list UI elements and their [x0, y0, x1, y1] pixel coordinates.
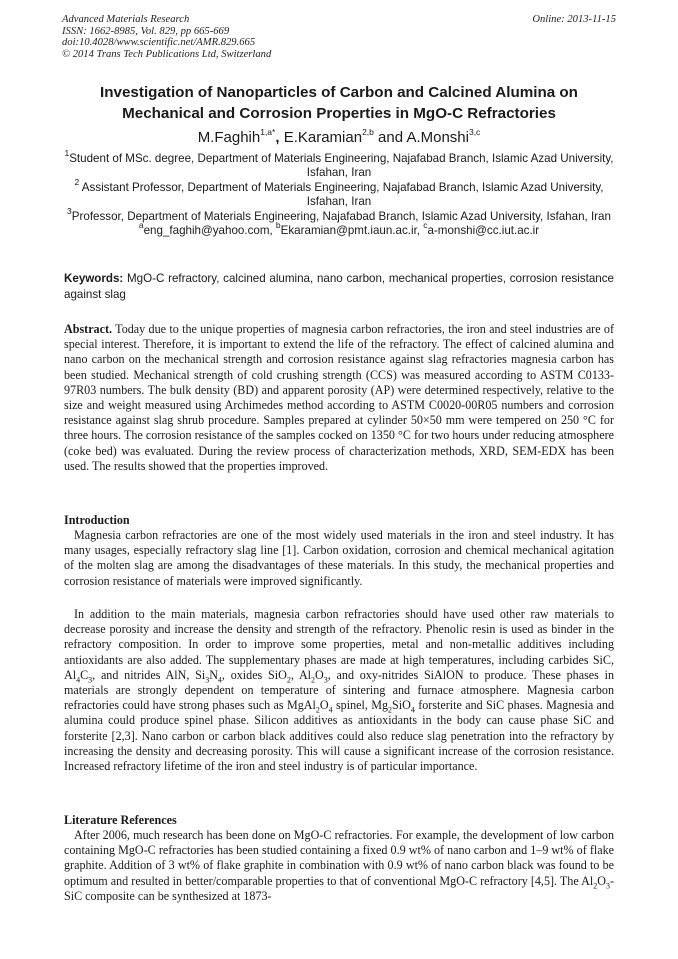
- journal-name: Advanced Materials Research: [62, 14, 190, 25]
- intro-p2-c2: , oxides SiO: [221, 667, 287, 682]
- lit-p1-o: O: [597, 873, 606, 888]
- intro-p2-text: [64, 607, 614, 774]
- intro-p2-b: , and nitrides AlN, Si: [92, 667, 206, 682]
- author-3: A.Monshi: [406, 129, 469, 146]
- keywords-section: [64, 271, 614, 303]
- keywords-label: Keywords:: [64, 272, 124, 285]
- affiliation-1-sup: 1: [64, 148, 70, 159]
- author-3-sup: 3,c: [468, 127, 481, 137]
- sub-sio2: 2: [286, 675, 291, 685]
- abstract-label: Abstract.: [64, 322, 113, 336]
- introduction-heading: Introduction: [64, 513, 130, 527]
- introduction-paragraph-1: [64, 528, 614, 589]
- intro-p2-f: spinel, Mg: [332, 698, 389, 713]
- intro-p2-d: , Al: [290, 667, 312, 682]
- intro-p1-text: Magnesia carbon refractories are one of the most widely used materials in the iron and steel industry. It has many usages, especially refractory slag line [1]. Carbon oxidation, corrosion and chemical mechanical agitation of the molten slag are among the disadvantages of these materials. In this study, the mechanical properties and corrosion resistance of materials were improved significantly.: [64, 528, 614, 588]
- journal-issn: ISSN: 1662-8985, Vol. 829, pp 665-669: [62, 25, 230, 37]
- sub-al2: 2: [311, 675, 316, 685]
- journal-copyright: © 2014 Trans Tech Publications Ltd, Switzerland: [62, 48, 272, 60]
- intro-p2-o2: O: [319, 698, 329, 713]
- online-date: Online: 2013-11-15: [532, 14, 616, 25]
- title-line-1: Investigation of Nanoparticles of Carbon and Calcined Alumina on: [100, 84, 578, 101]
- intro-p2-o: O: [315, 667, 324, 682]
- sub-sio4: 4: [410, 705, 415, 715]
- sub-al4: 4: [76, 675, 81, 685]
- email-c-sup: c: [423, 220, 428, 231]
- intro-p2-e: , and oxy-nitrides SiAlON to produce. These phases in materials are strongly dependent on temperature of sintering and furnace atmosphere. Magnesia carbon refractories could have strong phases such as MgAl: [64, 667, 615, 713]
- lit-p1-text: [64, 828, 614, 904]
- intro-p2-g: forsterite and SiC phases. Magnesia and alumina could produce spinel phase. Silicon additives as antioxidants in the body can cause phase SiC and forsterite [2,3]. Nano carbon or carbon black additives could also reduce slag penetration into the refractory by increasing the density and decreasing porosity. This will cause a significant increase of the corrosion resistance. Increased refractory lifetime of the iron and steel industry is of particular importance.: [64, 698, 615, 774]
- sub-lit-o3: 3: [605, 881, 610, 891]
- affiliation-3-sup: 3: [67, 205, 72, 216]
- literature-paragraph-1: [64, 828, 614, 904]
- intro-p2-a: In addition to the main materials, magnesia carbon refractories should have used other raw materials to decrease porosity and increase the density and strength of the refractory. Phenolic resin is used as binder in the refractory composition. In order to improve some properties, metal and non-metallic additives including antioxidants are also added. The supplementary phases are made at high temperatures, including carbides SiC, Al: [64, 607, 614, 682]
- author-2: E.Karamian: [283, 129, 363, 146]
- email-a-sup: a: [138, 220, 144, 231]
- intro-p2-c: C: [80, 667, 89, 682]
- journal-header: [62, 14, 271, 60]
- abstract-paragraph: [64, 322, 614, 474]
- affiliation-3-text: Professor, Department of Materials Engineering, Najafabad Branch, Islamic Azad University, Isfahan, Iran: [71, 209, 611, 223]
- sub-o3: 3: [323, 675, 328, 685]
- keywords-text: MgO-C refractory, calcined alumina, nano carbon, mechanical properties, corrosion resistance against slag: [64, 272, 614, 301]
- abstract-text: Today due to the unique properties of magnesia carbon refractories, the iron and steel industries are of special interest. Therefore, it is important to extend the life of the refractory. The effect of calcined alumina and nano carbon on the mechanical strength and corrosion resistance against slag refractories magnesia carbon has been studied. Mechanical strength of cold crushing strength (CCS) was measured according to ASTM C0133-97R03 numbers. The bulk density (BD) and apparent porosity (AP) were determined respectively, relative to the size and weight measured using Archimedes method according to ASTM C0020-00R05 numbers and corrosion resistance against slag shrub procedure. Samples prepared at cylinder 50×50 mm were tempered on 250 °C for three hours. The corrosion resistance of the samples cocked on 1350 °C for two hours under reducing atmosphere (coke bed) was evaluated. During the review process of characterization methods, XRD, SEM-EDX has been used. The results showed that the properties improved.: [64, 322, 614, 473]
- author-2-sup: 2,b: [362, 127, 374, 137]
- lit-p1-b: -SiC composite can be synthesized at 1873-: [64, 873, 614, 903]
- sub-mg2: 2: [388, 705, 393, 715]
- sub-n4: 4: [217, 675, 222, 685]
- paper-title: [40, 82, 638, 124]
- email-b-sup: b: [275, 220, 281, 231]
- affiliation-1: [60, 148, 618, 181]
- author-list: [40, 128, 638, 148]
- email-c[interactable]: a-monshi@cc.iut.ac.ir: [427, 224, 540, 238]
- introduction-paragraph-2: [64, 607, 614, 774]
- email-a[interactable]: eng_faghih@yahoo.com,: [143, 224, 276, 238]
- lit-p1-a: After 2006, much research has been done on MgO-C refractories. For example, the development of low carbon containing MgO-C refractories has been studied containing a fixed 0.9 wt% of nano carbon and 1–9 wt% of flake graphite. Addition of 3 wt% of flake graphite in combination with 0.9 wt% of nano carbon black was found to be optimum and resulted in better/comparable properties to that of conventional MgO-C refractory [4,5]. The Al: [64, 828, 614, 888]
- affiliation-2-text: Assistant Professor, Department of Materials Engineering, Najafabad Branch, Islamic Azad University, Isfahan, Iran: [79, 180, 604, 209]
- journal-doi: doi:10.4028/www.scientific.net/AMR.829.665: [62, 37, 256, 49]
- sub-mgal2: 2: [315, 705, 320, 715]
- affiliation-2: [60, 176, 618, 210]
- intro-p2-sio: SiO: [392, 698, 411, 713]
- author-1: M.Faghih: [197, 129, 261, 146]
- author-separator-1: ,: [275, 129, 284, 146]
- email-b[interactable]: Ekaramian@pmt.iaun.ac.ir,: [280, 224, 424, 238]
- title-line-2: Mechanical and Corrosion Properties in MgO-C Refractories: [122, 105, 556, 122]
- affiliation-1-text: Student of MSc. degree, Department of Materials Engineering, Najafabad Branch, Islamic Azad University, Isfahan, Iran: [69, 152, 614, 180]
- sub-si3: 3: [205, 675, 210, 685]
- abstract-section: [64, 322, 614, 474]
- email-line: [60, 220, 618, 238]
- author-1-sup: 1,a*: [260, 127, 276, 137]
- sub-o4: 4: [328, 705, 333, 715]
- affiliation-2-sup: 2: [74, 176, 80, 187]
- intro-p2-n: N: [209, 667, 218, 682]
- affiliations: [60, 148, 618, 238]
- author-separator-2: and: [373, 129, 407, 146]
- literature-heading: Literature References: [64, 813, 177, 827]
- sub-lit-al2: 2: [593, 881, 598, 891]
- sub-c3: 3: [88, 675, 93, 685]
